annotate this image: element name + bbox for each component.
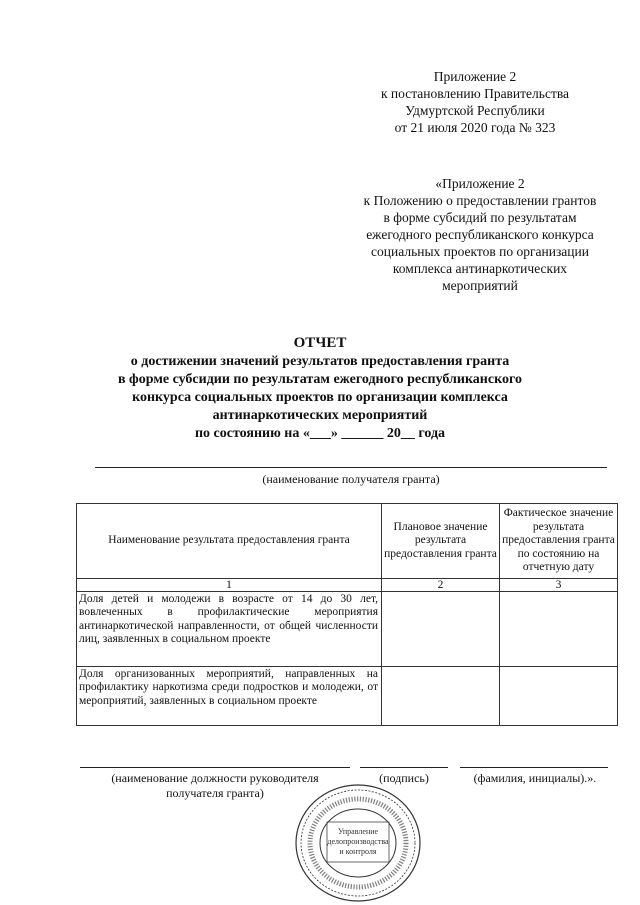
column-number: 1: [77, 579, 382, 592]
result-name-cell: Доля организованных мероприятий, направленных на профилактику наркотизма среди подростков и молодежи, от мероприятий, заявленных в социальном проекте: [77, 667, 382, 726]
table-row: [77, 592, 618, 667]
table-header-row: [77, 504, 618, 579]
report-title-line: антинаркотических мероприятий: [212, 408, 428, 423]
header-actual-value: Фактическое значение результата предоставления гранта по состоянию на отчетную дату: [500, 504, 618, 579]
appendix-govt-line: Удмуртской Республики: [405, 103, 545, 118]
stamp-line: делопроизводства: [327, 837, 389, 846]
planned-value-cell: [382, 667, 500, 726]
recipient-underline: [95, 467, 607, 468]
name-underline: [460, 767, 608, 768]
name-label: (фамилия, инициалы).».: [473, 771, 597, 785]
appendix-govt-line: Приложение 2: [433, 69, 517, 84]
appendix-regulation-line: ежегодного республиканского конкурса: [366, 227, 594, 242]
planned-value-cell: [382, 592, 500, 667]
official-seal-stamp: [293, 782, 423, 904]
stamp-line: и контроля: [339, 847, 377, 856]
report-title-line: по состоянию на «___» ______ 20__ года: [194, 426, 446, 441]
actual-value-cell: [500, 592, 618, 667]
appendix-regulation-line: комплекса антинаркотических: [392, 261, 568, 276]
report-title-block: [0, 334, 640, 443]
appendix-regulation-line: мероприятий: [442, 278, 518, 293]
actual-value-cell: [500, 667, 618, 726]
signature-underline: [360, 767, 448, 768]
position-label-line: получателя гранта): [166, 786, 264, 800]
appendix-regulation-line: «Приложение 2: [435, 176, 525, 191]
header-result-name: Наименование результата предоставления гранта: [77, 504, 382, 579]
stamp-line: Управление: [337, 827, 379, 836]
table-row: [77, 667, 618, 726]
appendix-regulation-line: социальных проектов по организации: [371, 244, 589, 259]
recipient-caption: (наименование получателя гранта): [262, 472, 440, 486]
header-planned-value: Плановое значение результата предоставления гранта: [382, 504, 500, 579]
report-table: [76, 503, 618, 726]
report-title-line: о достижении значений результатов предоставления гранта: [130, 354, 510, 369]
signature-label: (подпись): [379, 771, 429, 785]
position-label-line: (наименование должности руководителя: [111, 771, 319, 785]
appendix-govt-line: от 21 июля 2020 года № 323: [394, 120, 556, 135]
appendix-regulation-line: к Положению о предоставлении грантов: [363, 193, 597, 208]
column-number: 2: [382, 579, 500, 592]
report-title-line: конкурса социальных проектов по организации комплекса: [132, 390, 508, 405]
table-column-numbers-row: [77, 579, 618, 592]
position-underline: [80, 767, 350, 768]
result-name-cell: Доля детей и молодежи в возрасте от 14 до 30 лет, вовлеченных в профилактические мероприятия антинаркотической направленности, от общей численности лиц, заявленных в социальном проекте: [77, 592, 382, 667]
report-title-line: в форме субсидии по результатам ежегодного республиканского: [118, 372, 522, 387]
appendix-regulation-line: в форме субсидий по результатам: [383, 210, 577, 225]
column-number: 3: [500, 579, 618, 592]
appendix-regulation-block: [330, 175, 630, 294]
appendix-govt-line: к постановлению Правительства: [380, 86, 570, 101]
appendix-govt-block: [355, 68, 595, 136]
report-heading: ОТЧЕТ: [293, 335, 347, 351]
